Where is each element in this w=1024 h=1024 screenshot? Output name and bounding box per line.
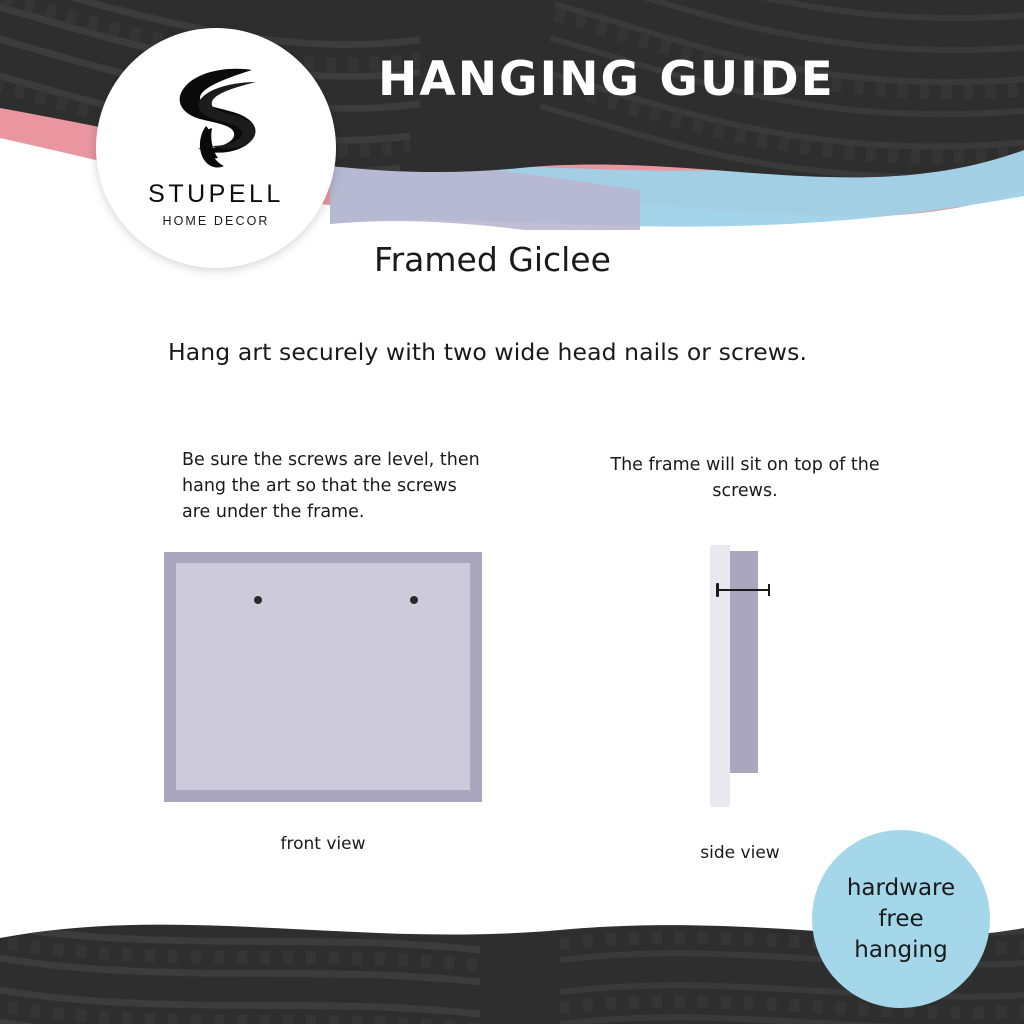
badge-line-1: hardware (846, 874, 956, 901)
side-view-screw-tip (768, 584, 770, 596)
hardware-free-badge (812, 830, 990, 1008)
logo-wordmark: STUPELL (148, 180, 284, 208)
main-instruction: Hang art securely with two wide head nails or screws. (168, 338, 808, 366)
side-view-caption: side view (700, 843, 780, 863)
badge-line-2: free (878, 905, 924, 932)
front-view-caption: front view (280, 834, 366, 854)
logo-tagline: HOME DECOR (162, 214, 270, 228)
side-view-screw (718, 589, 770, 591)
side-view-frame (730, 551, 758, 773)
product-type: Framed Giclee (374, 240, 611, 279)
side-view-diagram (700, 545, 780, 807)
logo (96, 28, 336, 268)
front-view-diagram (164, 552, 482, 802)
front-view-mat (176, 563, 470, 790)
side-view-wall (710, 545, 730, 807)
screw-dot-right (410, 596, 418, 604)
swoosh-logo-icon (156, 62, 276, 174)
side-view-instruction: The frame will sit on top of the screws. (610, 455, 880, 501)
badge-line-3: hanging (854, 936, 948, 963)
side-view-screw-head (716, 583, 719, 597)
page-title: HANGING GUIDE (378, 52, 835, 107)
screw-dot-left (254, 596, 262, 604)
front-view-instruction: Be sure the screws are level, then hang the art so that the screws are under the frame. (182, 450, 480, 522)
